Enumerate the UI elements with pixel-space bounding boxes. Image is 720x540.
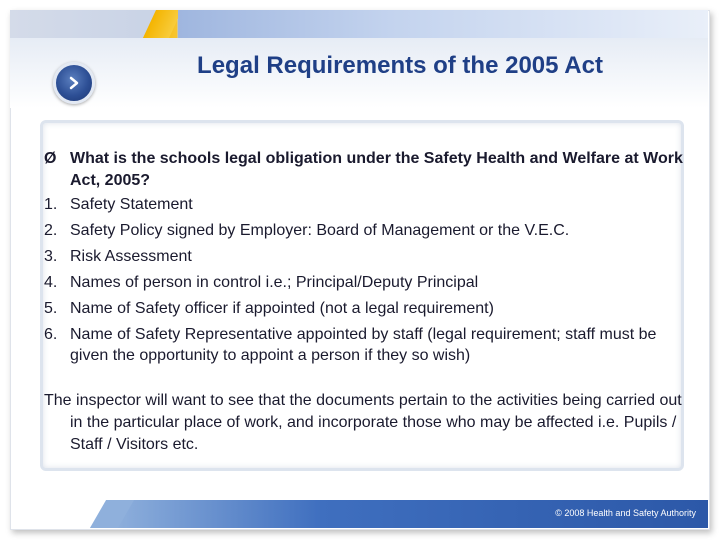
- list-item: [44, 194, 684, 215]
- bottom-decorative-bar: [112, 500, 708, 528]
- question-text: What is the schools legal obligation under the Safety Health and Welfare at Work Act, 2005?: [70, 150, 683, 189]
- next-slide-button[interactable]: [53, 62, 95, 104]
- list-item: [44, 246, 684, 267]
- requirements-list: [44, 194, 684, 366]
- top-bar-left-segment: [10, 10, 158, 38]
- list-item-text: Safety Policy signed by Employer: Board of Management or the V.E.C.: [70, 222, 570, 239]
- slide-body: [44, 148, 684, 456]
- list-item-number: 4.: [44, 274, 58, 291]
- list-item-number: 5.: [44, 300, 58, 317]
- top-bar-blue-segment: [178, 10, 708, 38]
- question-bullet: [44, 148, 684, 192]
- list-item-number: 1.: [44, 196, 58, 213]
- list-item: [44, 220, 684, 241]
- list-item-number: 6.: [44, 326, 58, 343]
- list-item-text: Safety Statement: [70, 196, 193, 213]
- chevron-right-icon: [65, 74, 83, 92]
- slide-title: Legal Requirements of the 2005 Act: [197, 52, 603, 79]
- list-item-number: 2.: [44, 222, 58, 239]
- list-item-text: Names of person in control i.e.; Principal/Deputy Principal: [70, 274, 479, 291]
- footer-copyright: © 2008 Health and Safety Authority: [555, 508, 696, 518]
- inspector-note: The inspector will want to see that the documents pertain to the activities being carried out in the particular place of work, and incorporate those who may be affected i.e. Pupils / Staff / Visitors etc.: [44, 392, 682, 453]
- list-item: [44, 272, 684, 293]
- arrow-bullet-icon: Ø: [44, 150, 57, 167]
- list-item-text: Risk Assessment: [70, 248, 192, 265]
- list-item: [44, 298, 684, 319]
- list-item: [44, 324, 684, 366]
- list-item-number: 3.: [44, 248, 58, 265]
- top-decorative-bar: [10, 10, 708, 38]
- list-item-text: Name of Safety Representative appointed by staff (legal requirement; staff must be given the opportunity to appoint a person if they so wish): [70, 326, 657, 364]
- list-item-text: Name of Safety officer if appointed (not a legal requirement): [70, 300, 494, 317]
